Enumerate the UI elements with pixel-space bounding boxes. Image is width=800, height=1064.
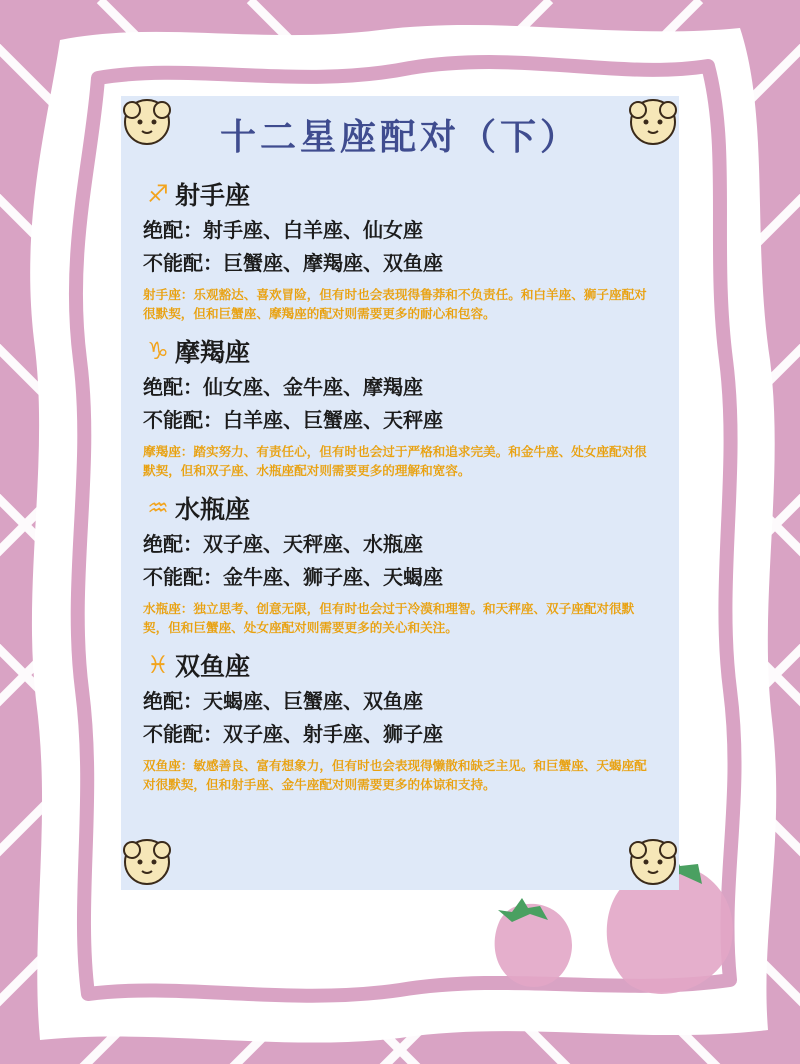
section-sagittarius (143, 174, 657, 323)
section-description: 摩羯座：踏实努力、有责任心，但有时也会过于严格和追求完美。和金牛座、处女座配对很默契，但和双子座、水瓶座配对则需要更多的理解和宽容。 (143, 444, 647, 478)
sheep-corner-icon (624, 94, 682, 152)
section-header (143, 488, 657, 528)
section-title: 摩羯座 (175, 338, 251, 367)
sheep-corner-icon (118, 834, 176, 892)
best-match-line: 绝配：双子座、天秤座、水瓶座 (143, 532, 423, 556)
section-description: 双鱼座：敏感善良、富有想象力，但有时也会表现得懒散和缺乏主见。和巨蟹座、天蝎座配对很默契，但和射手座、金牛座配对则需要更多的体谅和支持。 (143, 758, 647, 792)
worst-match-line: 不能配：双子座、射手座、狮子座 (143, 722, 443, 746)
pisces-icon: ♓ (147, 651, 169, 679)
section-capricorn (143, 331, 657, 480)
sheep-corner-icon (118, 94, 176, 152)
capricorn-icon: ♑ (147, 337, 169, 365)
sagittarius-icon: ♐ (147, 180, 169, 208)
best-match-line: 绝配：仙女座、金牛座、摩羯座 (143, 375, 423, 399)
best-match-line: 绝配：射手座、白羊座、仙女座 (143, 218, 423, 242)
section-header (143, 174, 657, 214)
section-aquarius (143, 488, 657, 637)
section-description: 射手座：乐观豁达、喜欢冒险，但有时也会表现得鲁莽和不负责任。和白羊座、狮子座配对很默契，但和巨蟹座、摩羯座的配对则需要更多的耐心和包容。 (143, 287, 647, 321)
page-title: 十二星座配对（下） (219, 117, 580, 158)
section-header (143, 331, 657, 371)
section-description: 水瓶座：独立思考、创意无限，但有时也会过于冷漠和理智。和天秤座、双子座配对很默契，但和巨蟹座、处女座配对则需要更多的关心和关注。 (143, 601, 635, 635)
content-card (121, 96, 679, 890)
best-match-line: 绝配：天蝎座、巨蟹座、双鱼座 (143, 689, 423, 713)
sheep-corner-icon (624, 834, 682, 892)
section-title: 水瓶座 (175, 495, 251, 524)
section-pisces (143, 645, 657, 794)
worst-match-line: 不能配：金牛座、狮子座、天蝎座 (143, 565, 443, 589)
aquarius-icon: ♒ (147, 494, 169, 522)
worst-match-line: 不能配：巨蟹座、摩羯座、双鱼座 (143, 251, 443, 275)
section-title: 射手座 (175, 181, 251, 210)
section-title: 双鱼座 (175, 652, 251, 681)
section-header (143, 645, 657, 685)
worst-match-line: 不能配：白羊座、巨蟹座、天秤座 (143, 408, 443, 432)
